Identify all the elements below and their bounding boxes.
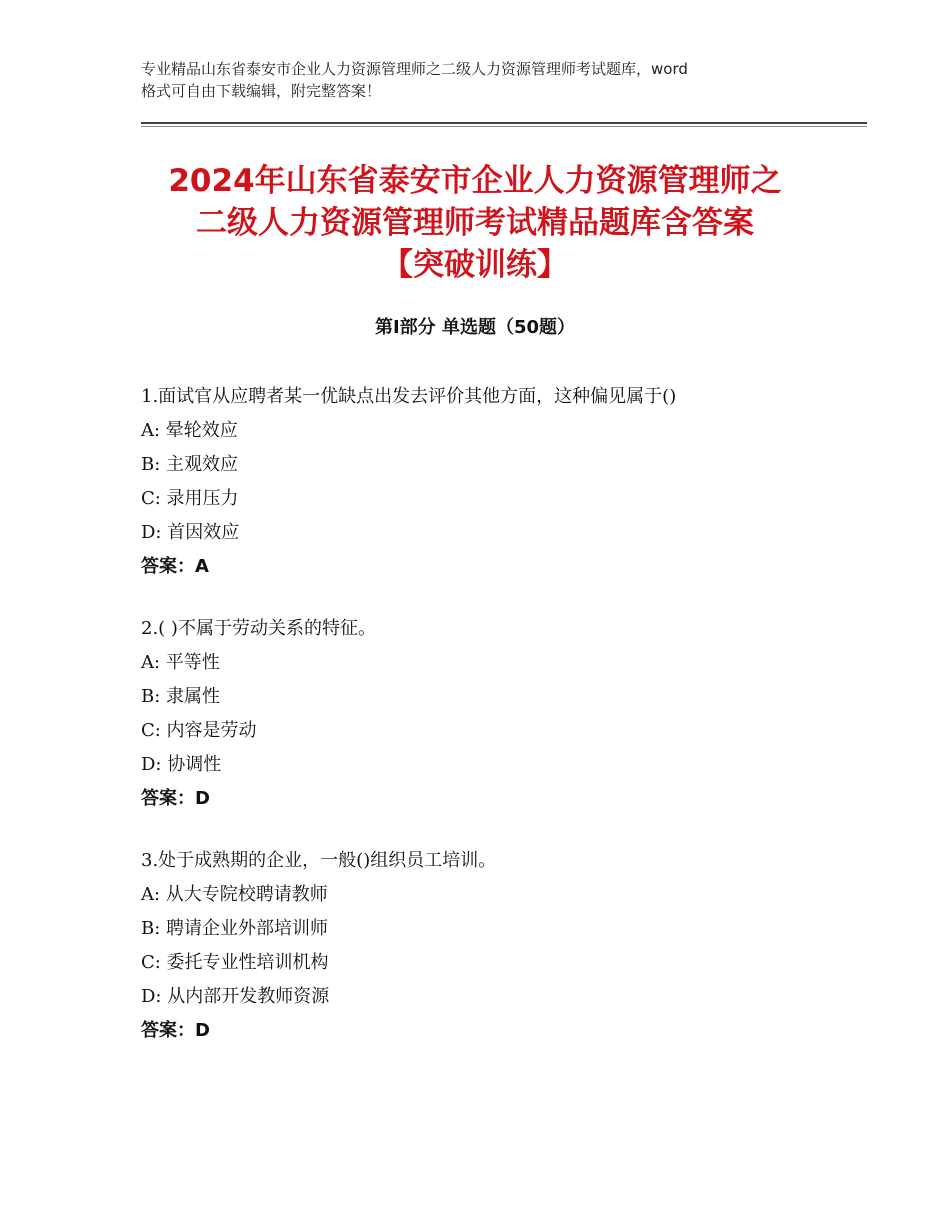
header-note-line-1: 专业精品山东省泰安市企业人力资源管理师之二级人力资源管理师考试题库，word	[141, 60, 688, 78]
section-heading: 第Ⅰ部分 单选题（50题）	[374, 317, 575, 338]
option-c: C: 录用压力	[141, 488, 239, 509]
answer: 答案：D	[141, 1020, 210, 1041]
question-list	[141, 380, 861, 1076]
question-text: 3.处于成熟期的企业，一般()组织员工培训。	[141, 850, 497, 871]
option-d: D: 首因效应	[141, 522, 240, 543]
option-b: B: 隶属性	[141, 686, 221, 707]
question-3	[141, 844, 861, 1048]
option-d: D: 从内部开发教师资源	[141, 986, 330, 1007]
option-d: D: 协调性	[141, 754, 222, 775]
question-text: 1.面试官从应聘者某一优缺点出发去评价其他方面，这种偏见属于()	[141, 386, 677, 407]
option-c: C: 内容是劳动	[141, 720, 257, 741]
answer: 答案：A	[141, 556, 209, 577]
option-c: C: 委托专业性培训机构	[141, 952, 329, 973]
document-title	[100, 160, 850, 286]
document-title-line-3: 【突破训练】	[382, 247, 568, 283]
header-divider-thin	[141, 126, 867, 127]
document-title-line-2: 二级人力资源管理师考试精品题库含答案	[196, 205, 754, 241]
answer: 答案：D	[141, 788, 210, 809]
option-a: A: 平等性	[141, 652, 220, 673]
option-a: A: 从大专院校聘请教师	[141, 884, 328, 905]
question-1	[141, 380, 861, 584]
question-2	[141, 612, 861, 816]
header-divider-thick	[141, 122, 867, 124]
question-text: 2.( )不属于劳动关系的特征。	[141, 618, 376, 639]
option-b: B: 主观效应	[141, 454, 239, 475]
option-b: B: 聘请企业外部培训师	[141, 918, 329, 939]
header-note	[141, 58, 831, 102]
option-a: A: 晕轮效应	[141, 420, 238, 441]
header-note-line-2: 格式可自由下载编辑，附完整答案！	[141, 82, 382, 100]
document-title-line-1: 2024年山东省泰安市企业人力资源管理师之	[168, 163, 782, 199]
